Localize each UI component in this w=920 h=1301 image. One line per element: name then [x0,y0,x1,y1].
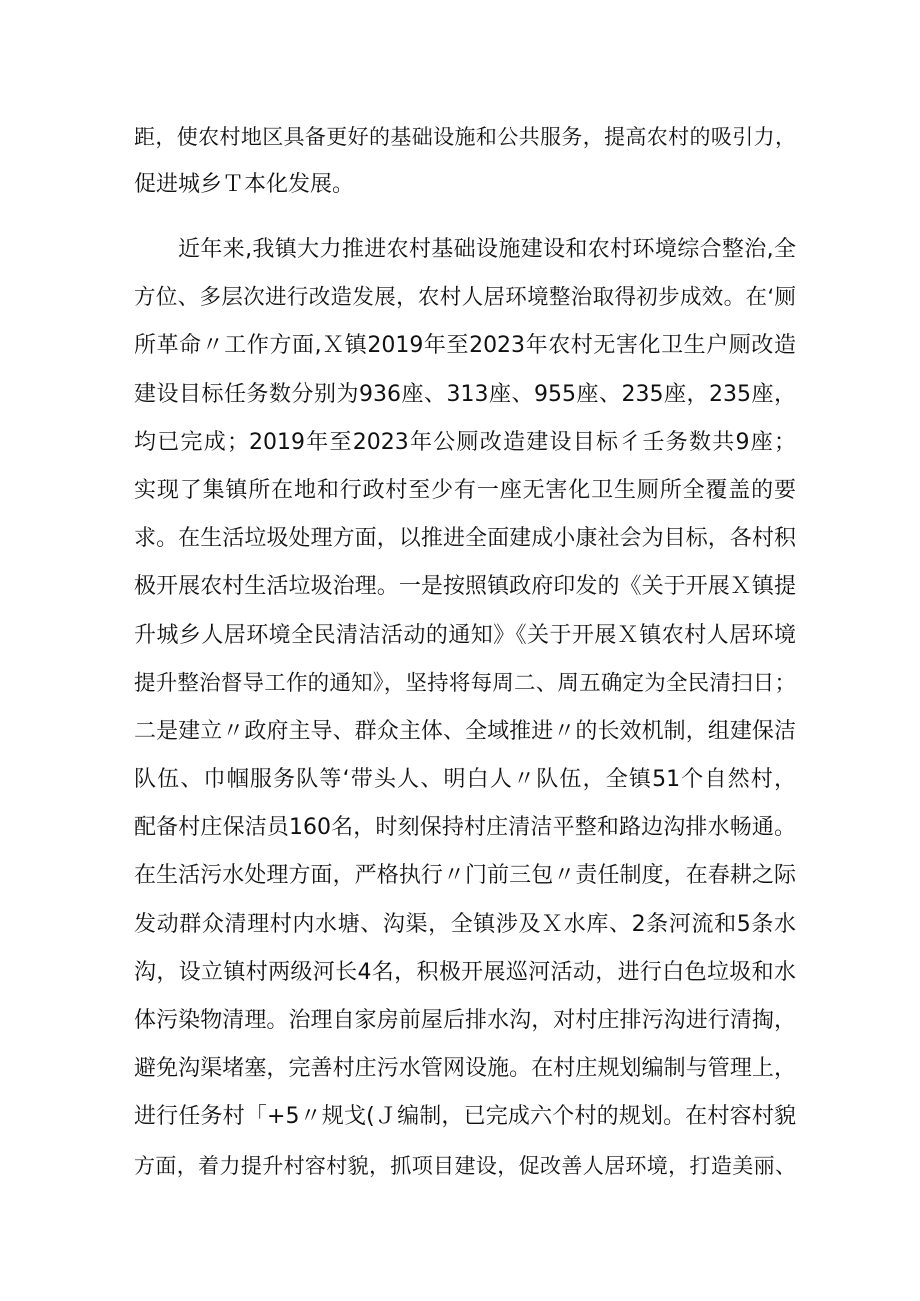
text-line: 方位、多层次进行改造发展，农村人居环境整治取得初步成效。在‘厕 [134,285,796,311]
text-line: 建设目标任务数分别为936座、313座、955座、235座，235座， [134,381,796,407]
text-line: 升城乡人居环境全民清洁活动的通知》《关于开展Ｘ镇农村人居环境 [134,622,796,648]
text-line: 进行任务村「+5〃规戈(Ｊ编制，已完成六个村的规划。在村容村貌 [134,1104,796,1130]
text-line: 提升整治督导工作的通知》，坚持将每周二、周五确定为全民清扫日； [134,670,796,696]
text-line: 沟，设立镇村两级河长4名，积极开展巡河活动，进行白色垃圾和水 [134,959,796,985]
text-line: 发动群众清理村内水塘、沟渠，全镇涉及Ｘ水库、2条河流和5条水 [134,911,796,937]
text-line: 避免沟渠堵塞，完善村庄污水管网设施。在村庄规划编制与管理上， [134,1056,796,1082]
text-line: 体污染物清理。治理自家房前屋后排水沟，对村庄排污沟进行清掏， [134,1008,796,1033]
text-line: 均已完成；2019年至2023年公厕改造建设目标彳壬务数共9座； [134,429,796,455]
text-line: 近年来,我镇大力推进农村基础设施建设和农村环境综合整治,全 [178,237,796,262]
text-line: 距，使农村地区具备更好的基础设施和公共服务，提高农村的吸引力， [134,125,796,149]
text-line: 极开展农村生活垃圾治理。一是按照镇政府印发的《关于开展Ｘ镇提 [134,574,796,600]
text-line: 在生活污水处理方面，严格执行〃门前三包〃责任制度，在春耕之际 [134,863,796,889]
paragraph-1 [134,113,796,209]
text-line: 实现了集镇所在地和行政村至少有一座无害化卫生厕所全覆盖的要 [134,477,796,503]
text-line: 队伍、巾帼服务队等‘带头人、明白人〃队伍，全镇51个自然村， [134,767,796,793]
text-line: 所革命〃工作方面,Ｘ镇2019年至2023年农村无害化卫生户厕改造 [134,333,796,359]
paragraph-2 [134,226,796,1190]
text-line: 方面，着力提升村容村貌，抓项目建设，促改善人居环境，打造美丽、 [134,1153,796,1178]
text-line: 配备村庄保洁员160名，时刻保持村庄清洁平整和路边沟排水畅通。 [134,815,796,841]
text-line: 促进城乡Ｔ本化发展。 [134,172,355,198]
text-line: 求。在生活垃圾处理方面，以推进全面建成小康社会为目标，各村积 [134,526,796,552]
text-line: 二是建立〃政府主导、群众主体、全域推进〃的长效机制，组建保洁 [134,718,796,744]
